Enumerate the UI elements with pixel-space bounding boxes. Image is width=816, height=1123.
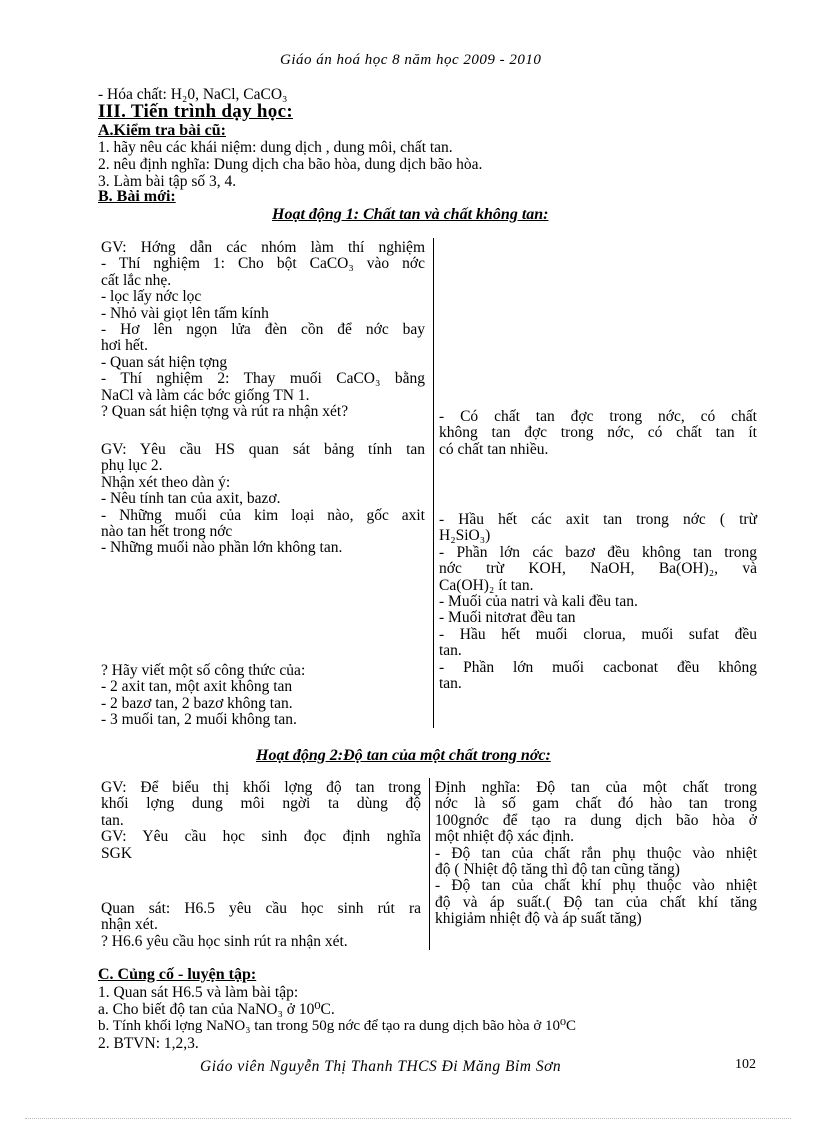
page-bottom-divider bbox=[25, 1118, 791, 1119]
cell-line: H₂SiO₃) bbox=[439, 527, 491, 545]
footer-author: Giáo viên Nguyễn Thị Thanh THCS Đi Măng Bỉm Sơn bbox=[200, 1058, 562, 1075]
cell-line: độ và áp suất.( Độ tan của chất khí tăng bbox=[435, 893, 757, 911]
table-divider bbox=[433, 238, 434, 728]
cell-line: - Thí nghiệm 2: Thay muối CaCO₃ bằng bbox=[101, 370, 425, 388]
activity-1-left-block-2 bbox=[101, 442, 425, 557]
review-item: 1. hãy nêu các khái niệm: dung dịch , dung môi, chất tan. bbox=[98, 139, 453, 156]
activity-1-left-block-3 bbox=[101, 663, 425, 729]
cell-line: ? Quan sát hiện tợng và rút ra nhận xét? bbox=[101, 403, 349, 421]
cell-line: - 3 muối tan, 2 muối không tan. bbox=[101, 711, 297, 729]
activity-2-title: Hoạt động 2:Độ tan của một chất trong nớc: bbox=[256, 747, 551, 764]
review-item: 3. Làm bài tập số 3, 4. bbox=[98, 173, 237, 190]
practice-item: b. Tính khối lợng NaNO₃ tan trong 50g nớc để tạo ra dung dịch bão hòa ở 10⁰C bbox=[98, 1018, 577, 1034]
cell-line: độ ( Nhiệt độ tăng thì độ tan cũng tăng) bbox=[435, 861, 680, 879]
cell-line: - 2 bazơ tan, 2 bazơ không tan. bbox=[101, 694, 293, 712]
cell-line: nớc là số gam chất đó hào tan trong bbox=[435, 795, 757, 813]
page-number: 102 bbox=[735, 1057, 756, 1072]
cell-line: - 2 axit tan, một axit không tan bbox=[101, 678, 293, 696]
cell-line: Quan sát: H6.5 yêu cầu học sinh rút ra bbox=[101, 900, 421, 917]
cell-line: - Những muối nào phần lớn không tan. bbox=[101, 539, 343, 557]
table-divider bbox=[429, 778, 430, 950]
cell-line: GV: Hớng dẫn các nhóm làm thí nghiệm bbox=[101, 239, 425, 256]
cell-line: tan. bbox=[439, 642, 462, 660]
cell-line: - Phần lớn các bazơ đều không tan trong bbox=[439, 543, 757, 561]
cell-line: tan. bbox=[439, 675, 462, 693]
cell-line: hơi hết. bbox=[101, 337, 148, 355]
cell-line: một nhiệt độ xác định. bbox=[435, 828, 575, 846]
review-item: 2. nêu định nghĩa: Dung dịch cha bão hòa, dung dịch bão hòa. bbox=[98, 156, 483, 173]
cell-line: Ca(OH)₂ ít tan. bbox=[439, 576, 534, 594]
cell-line: - Muối của natri và kali đều tan. bbox=[439, 593, 638, 611]
activity-2-left-block-1 bbox=[101, 780, 421, 862]
cell-line: - Phần lớn muối cacbonat đều không bbox=[439, 658, 757, 676]
activity-1-right-block-1 bbox=[439, 409, 757, 458]
cell-line: Nhận xét theo dàn ý: bbox=[101, 473, 231, 491]
cell-line: có chất tan nhiều. bbox=[439, 440, 549, 458]
cell-line: SGK bbox=[101, 844, 133, 862]
cell-line: không tan đợc trong nớc, có chất tan ít bbox=[439, 424, 757, 442]
cell-line: - Hầu hết các axit tan trong nớc ( trừ bbox=[439, 511, 757, 528]
cell-line: - Những muối của kim loại nào, gốc axit bbox=[101, 506, 425, 524]
section-a-heading: A.Kiểm tra bài cũ: bbox=[98, 122, 226, 139]
cell-line: cất lắc nhẹ. bbox=[101, 271, 172, 289]
activity-1-left-block-1 bbox=[101, 240, 425, 420]
cell-line: - Hầu hết muối clorua, muối sufat đều bbox=[439, 625, 757, 643]
practice-item: 2. BTVN: 1,2,3. bbox=[98, 1035, 199, 1052]
activity-2-right-block bbox=[435, 780, 757, 928]
activity-2-left-block-2 bbox=[101, 901, 421, 950]
cell-line: - Có chất tan đợc trong nớc, có chất bbox=[439, 408, 757, 425]
cell-line: GV: Yêu cầu HS quan sát bảng tính tan bbox=[101, 441, 425, 458]
cell-line: phụ lục 2. bbox=[101, 457, 163, 475]
practice-item: a. Cho biết độ tan của NaNO₃ ở 10⁰C. bbox=[98, 1001, 335, 1018]
cell-line: - Thí nghiệm 1: Cho bột CaCO₃ vào nớc bbox=[101, 255, 425, 273]
page-header: Giáo án hoá học 8 năm học 2009 - 2010 bbox=[280, 52, 542, 68]
cell-line: - Hơ lên ngọn lửa đèn cồn để nớc bay bbox=[101, 321, 425, 339]
cell-line: GV: Để biểu thị khối lợng độ tan trong bbox=[101, 779, 421, 796]
cell-line: GV: Yêu cầu học sinh đọc định nghĩa bbox=[101, 828, 421, 846]
cell-line: tan. bbox=[101, 811, 124, 829]
cell-line: - Muối nitơrat đều tan bbox=[439, 609, 576, 627]
practice-item: 1. Quan sát H6.5 và làm bài tập: bbox=[98, 984, 299, 1001]
cell-line: - Nhỏ vài giọt lên tấm kính bbox=[101, 304, 269, 322]
cell-line: - lọc lấy nớc lọc bbox=[101, 288, 202, 306]
section-b-heading: B. Bài mới: bbox=[98, 188, 176, 205]
chemicals-line: - Hóa chất: H₂0, NaCl, CaCO₃ bbox=[98, 86, 288, 103]
cell-line: nhận xét. bbox=[101, 916, 158, 934]
cell-line: nào tan hết trong nớc bbox=[101, 523, 233, 541]
activity-1-title: Hoạt động 1: Chất tan và chất không tan: bbox=[272, 206, 549, 223]
section-c-heading: C. Củng cố - luyện tập: bbox=[98, 966, 257, 983]
cell-line: 100gnớc để tạo ra dung dịch bão hòa ở bbox=[435, 811, 757, 829]
cell-line: ? H6.6 yêu cầu học sinh rút ra nhận xét. bbox=[101, 932, 348, 950]
cell-line: khigiảm nhiệt độ và áp suất tăng) bbox=[435, 910, 642, 928]
activity-1-right-block-2 bbox=[439, 512, 757, 692]
cell-line: ? Hãy viết một số công thức của: bbox=[101, 662, 306, 679]
cell-line: Định nghĩa: Độ tan của một chất trong bbox=[435, 779, 757, 796]
cell-line: - Độ tan của chất rắn phụ thuộc vào nhiệt bbox=[435, 844, 757, 862]
cell-line: - Quan sát hiện tợng bbox=[101, 353, 228, 371]
section-3-heading: III. Tiến trình dạy học: bbox=[98, 101, 293, 122]
cell-line: khối lợng dung môi ngời ta dùng độ bbox=[101, 795, 421, 813]
cell-line: nớc trừ KOH, NaOH, Ba(OH)₂, và bbox=[439, 560, 757, 578]
cell-line: NaCl và làm các bớc giống TN 1. bbox=[101, 386, 310, 404]
cell-line: - Nêu tính tan của axit, bazơ. bbox=[101, 490, 281, 508]
cell-line: - Độ tan của chất khí phụ thuộc vào nhiệt bbox=[435, 877, 757, 895]
